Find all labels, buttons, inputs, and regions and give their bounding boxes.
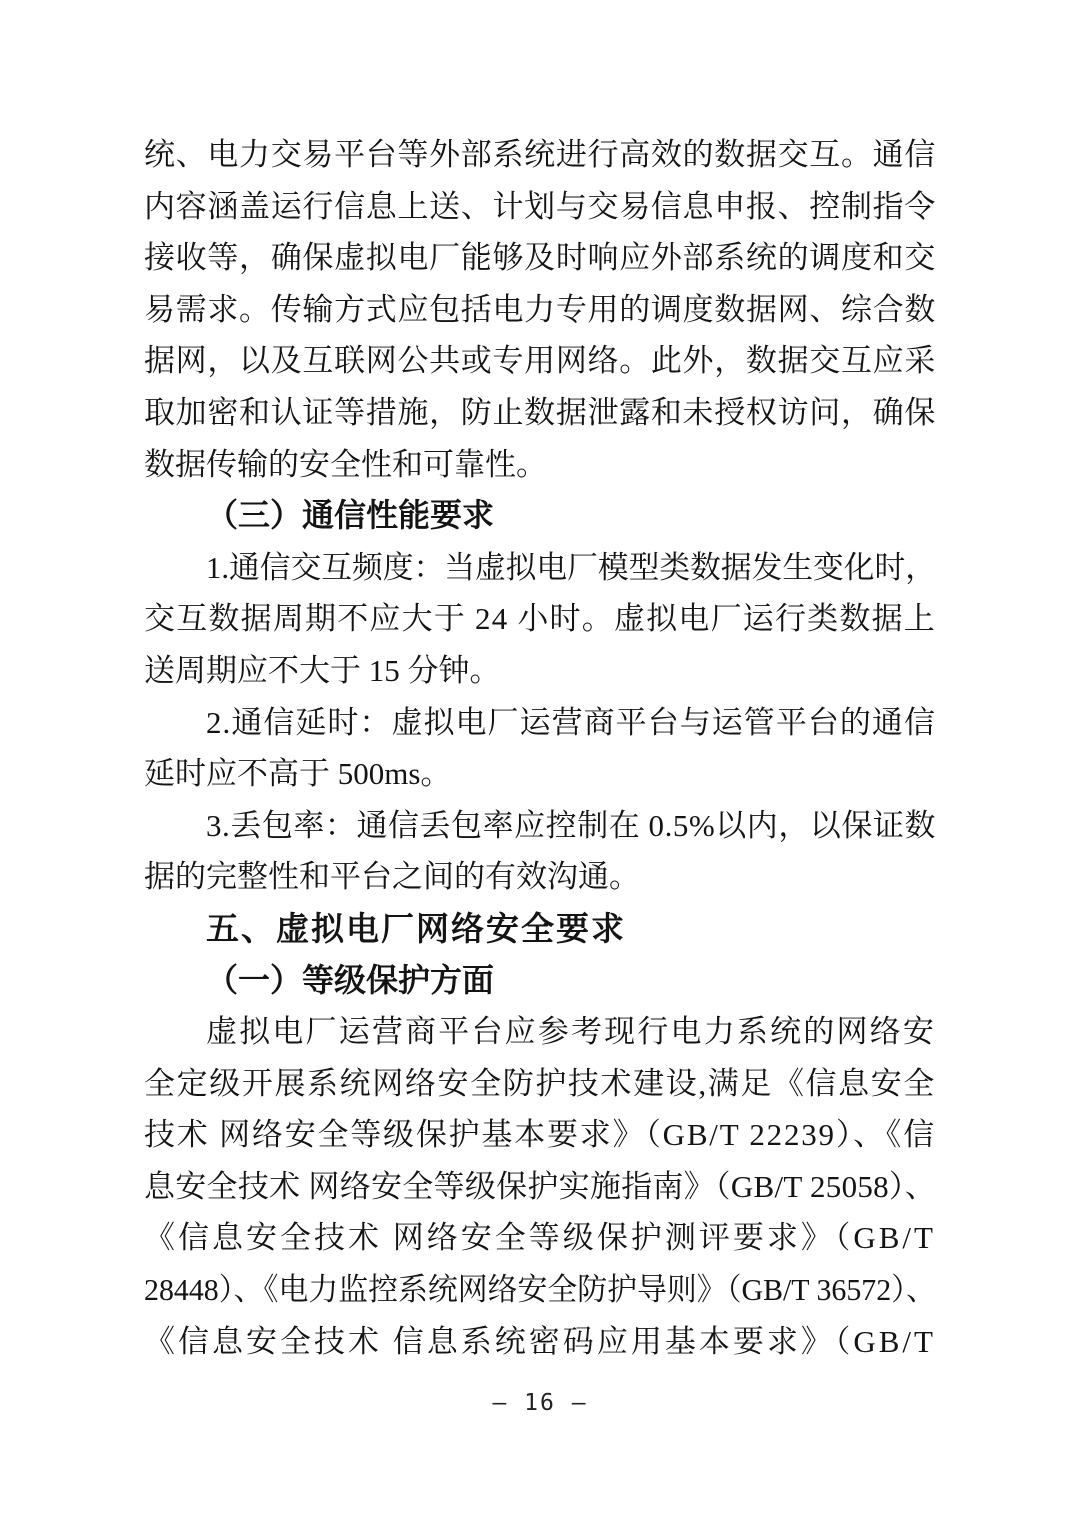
text-line-content: 1.通信交互频度：当虚拟电厂模型类数据发生变化时， xyxy=(206,549,936,585)
text-line xyxy=(144,1006,936,1058)
text-line xyxy=(144,542,936,594)
text-line-content: 交互数据周期不应大于 24 小时。虚拟电厂运行类数据上 xyxy=(144,601,936,637)
text-line xyxy=(144,1058,936,1110)
text-line xyxy=(144,851,936,903)
text-line-content: 据的完整性和平台之间的有效沟通。 xyxy=(144,859,640,895)
text-line xyxy=(144,439,936,491)
text-line-content: 内容涵盖运行信息上送、计划与交易信息申报、控制指令 xyxy=(144,188,936,224)
text-line xyxy=(144,955,936,1007)
text-line-content: 28448）、《电力监控系统网络安全防护导则》（GB/T 36572）、 xyxy=(144,1272,936,1308)
text-line-content: 2.通信延时：虚拟电厂运营商平台与运管平台的通信 xyxy=(206,704,936,740)
text-line xyxy=(144,1264,936,1316)
text-line xyxy=(144,748,936,800)
text-line xyxy=(144,284,936,336)
text-line-content: 易需求。传输方式应包括电力专用的调度数据网、综合数 xyxy=(144,291,936,327)
text-line-content: 全定级开展系统网络安全防护技术建设,满足《信息安全 xyxy=(144,1065,936,1101)
text-line-content: 虚拟电厂运营商平台应参考现行电力系统的网络安 xyxy=(206,1014,936,1050)
text-line xyxy=(144,387,936,439)
text-line xyxy=(144,593,936,645)
text-line-content: 《信息安全技术 信息系统密码应用基本要求》（GB/T xyxy=(144,1323,936,1359)
text-line-content: 统、电力交易平台等外部系统进行高效的数据交互。通信 xyxy=(144,137,936,172)
text-line-content: 接收等，确保虚拟电厂能够及时响应外部系统的调度和交 xyxy=(144,240,936,276)
text-line-content: 3.丢包率：通信丢包率应控制在 0.5%以内，以保证数 xyxy=(206,807,936,843)
text-line-content: 送周期应不大于 15 分钟。 xyxy=(144,652,501,688)
page-number: — 16 — xyxy=(492,1390,588,1416)
text-line xyxy=(144,1316,936,1368)
text-line-content: 息安全技术 网络安全等级保护实施指南》（GB/T 25058）、 xyxy=(144,1168,936,1204)
text-line-content: 五、虚拟电厂网络安全要求 xyxy=(206,909,626,947)
text-line-content: 延时应不高于 500ms。 xyxy=(144,756,452,792)
text-line-content: （一）等级保护方面 xyxy=(206,961,495,998)
text-line xyxy=(144,1161,936,1213)
text-line xyxy=(144,1109,936,1161)
text-line xyxy=(144,697,936,749)
text-line xyxy=(144,903,936,955)
document-body xyxy=(144,129,936,1367)
text-line xyxy=(144,335,936,387)
text-line xyxy=(144,490,936,542)
text-line xyxy=(144,129,936,181)
text-line-content: 《信息安全技术 网络安全等级保护测评要求》（GB/T xyxy=(144,1220,936,1256)
text-line-content: 技术 网络安全等级保护基本要求》（GB/T 22239）、《信 xyxy=(144,1117,936,1153)
text-line-content: 取加密和认证等措施，防止数据泄露和未授权访问，确保 xyxy=(144,394,936,430)
text-line xyxy=(144,800,936,852)
text-line xyxy=(144,232,936,284)
text-line-content: （三）通信性能要求 xyxy=(206,497,495,534)
text-line xyxy=(144,1212,936,1264)
text-line-content: 据网，以及互联网公共或专用网络。此外，数据交互应采 xyxy=(144,343,936,379)
text-line xyxy=(144,645,936,697)
text-line-content: 数据传输的安全性和可靠性。 xyxy=(144,446,547,482)
text-line xyxy=(144,181,936,233)
